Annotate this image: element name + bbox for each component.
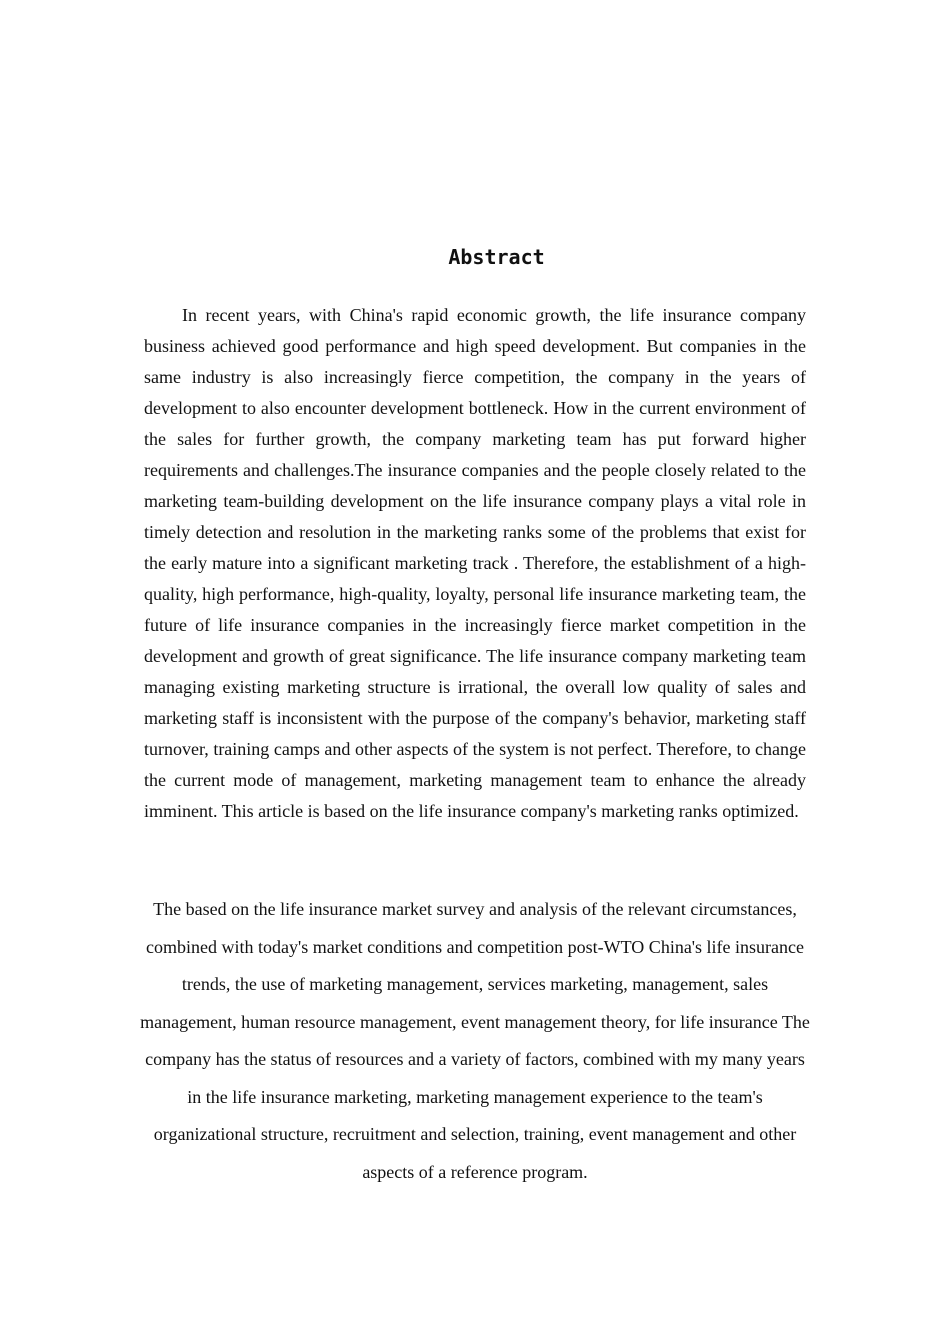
- abstract-paragraph-1: In recent years, with China's rapid economic growth, the life insurance company business achieved good performance and high speed development. But companies in the same industry is also increasingly fierce competition, the company in the years of development to also encounter development bottleneck. How in the current environment of the sales for further growth, the company marketing team has put forward higher requirements and challenges.The insurance companies and the people closely related to the marketing team-building development on the life insurance company plays a vital role in timely detection and resolution in the marketing ranks some of the problems that exist for the early mature into a significant marketing track . Therefore, the establishment of a high-quality, high performance, high-quality, loyalty, personal life insurance marketing team, the future of life insurance companies in the increasingly fierce market competition in the development and growth of great significance. The life insurance company marketing team managing existing marketing structure is irrational, the overall low quality of sales and marketing staff is inconsistent with the purpose of the company's behavior, marketing staff turnover, training camps and other aspects of the system is not perfect. Therefore, to change the current mode of management, marketing management team to enhance the already imminent. This article is based on the life insurance company's marketing ranks optimized.: [144, 305, 806, 821]
- abstract-title: Abstract: [448, 245, 545, 269]
- abstract-paragraph-2: The based on the life insurance market survey and analysis of the relevant circumstances, combined with today's market conditions and competition post-WTO China's life insurance trends, the use of marketing management, services marketing, management, sales management, human resource management, event management theory, for life insurance The company has the status of resources and a variety of factors, combined with my many years in the life insurance marketing, marketing management experience to the team's organizational structure, recruitment and selection, training, event management and other aspects of a reference program.: [140, 899, 810, 1182]
